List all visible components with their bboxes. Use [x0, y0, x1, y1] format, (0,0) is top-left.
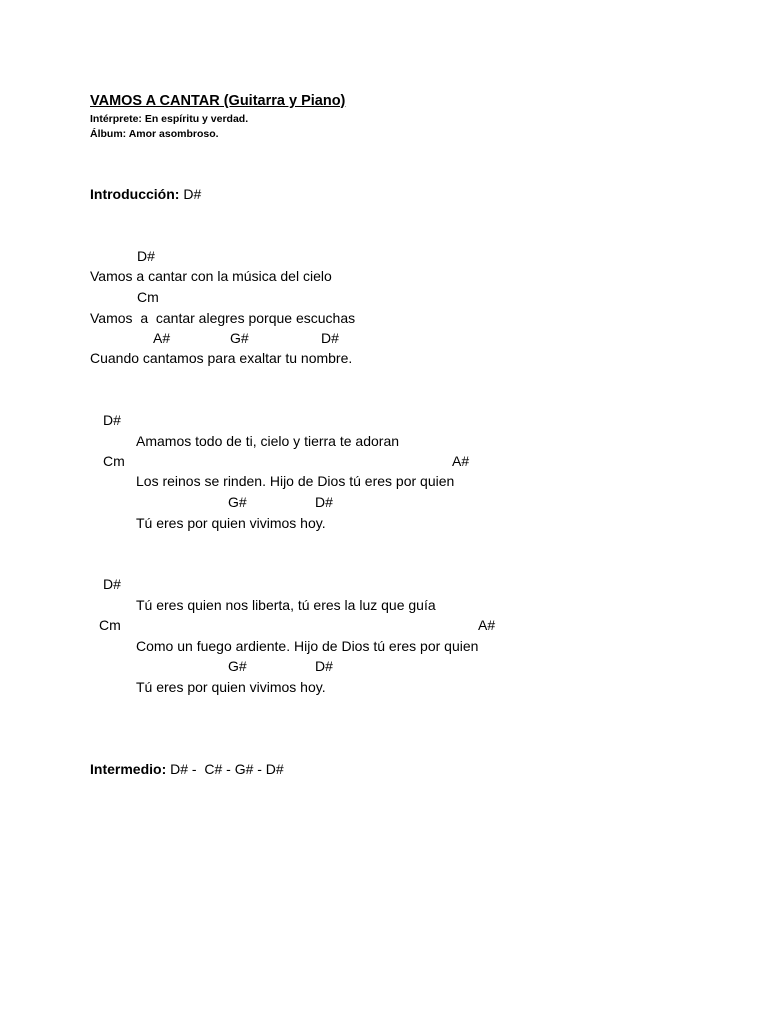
- chord: D#: [321, 330, 339, 346]
- intro-chords: D#: [179, 186, 202, 202]
- lyric-line: Tú eres por quien vivimos hoy.: [136, 679, 326, 695]
- song-title: VAMOS A CANTAR (Guitarra y Piano): [90, 93, 346, 109]
- interlude-label: Intermedio:: [90, 761, 167, 777]
- interlude-chords: D# - C# - G# - D#: [166, 761, 284, 777]
- intro-label: Introducción:: [90, 186, 180, 202]
- chord: G#: [228, 494, 247, 510]
- lyric-line: Tú eres por quien vivimos hoy.: [136, 515, 326, 531]
- lyric-line: Vamos a cantar con la música del cielo: [90, 268, 332, 284]
- chord: G#: [230, 330, 249, 346]
- chord: A#: [452, 453, 470, 469]
- album-line: Álbum: Amor asombroso.: [90, 128, 219, 140]
- chord: A#: [478, 617, 496, 633]
- chord: Cm: [103, 453, 125, 469]
- chord: D#: [137, 248, 155, 264]
- lyric-line: Amamos todo de ti, cielo y tierra te adoran: [136, 433, 400, 449]
- lyric-line: Cuando cantamos para exaltar tu nombre.: [90, 350, 353, 366]
- chord: D#: [315, 494, 333, 510]
- lyric-line: Los reinos se rinden. Hijo de Dios tú eres por quien: [136, 473, 455, 489]
- interprete-line: Intérprete: En espíritu y verdad.: [90, 113, 249, 125]
- chord: Cm: [137, 289, 159, 305]
- lyric-line: Como un fuego ardiente. Hijo de Dios tú eres por quien: [136, 638, 479, 654]
- chord: A#: [153, 330, 171, 346]
- lyric-line: Vamos a cantar alegres porque escuchas: [90, 310, 356, 326]
- chord: D#: [103, 412, 121, 428]
- chord: D#: [315, 658, 333, 674]
- chord: G#: [228, 658, 247, 674]
- chord: D#: [103, 576, 121, 592]
- interlude-line: [90, 761, 284, 777]
- lyric-line: Tú eres quien nos liberta, tú eres la luz que guía: [136, 597, 436, 613]
- chord: Cm: [99, 617, 121, 633]
- intro-line: [90, 186, 201, 202]
